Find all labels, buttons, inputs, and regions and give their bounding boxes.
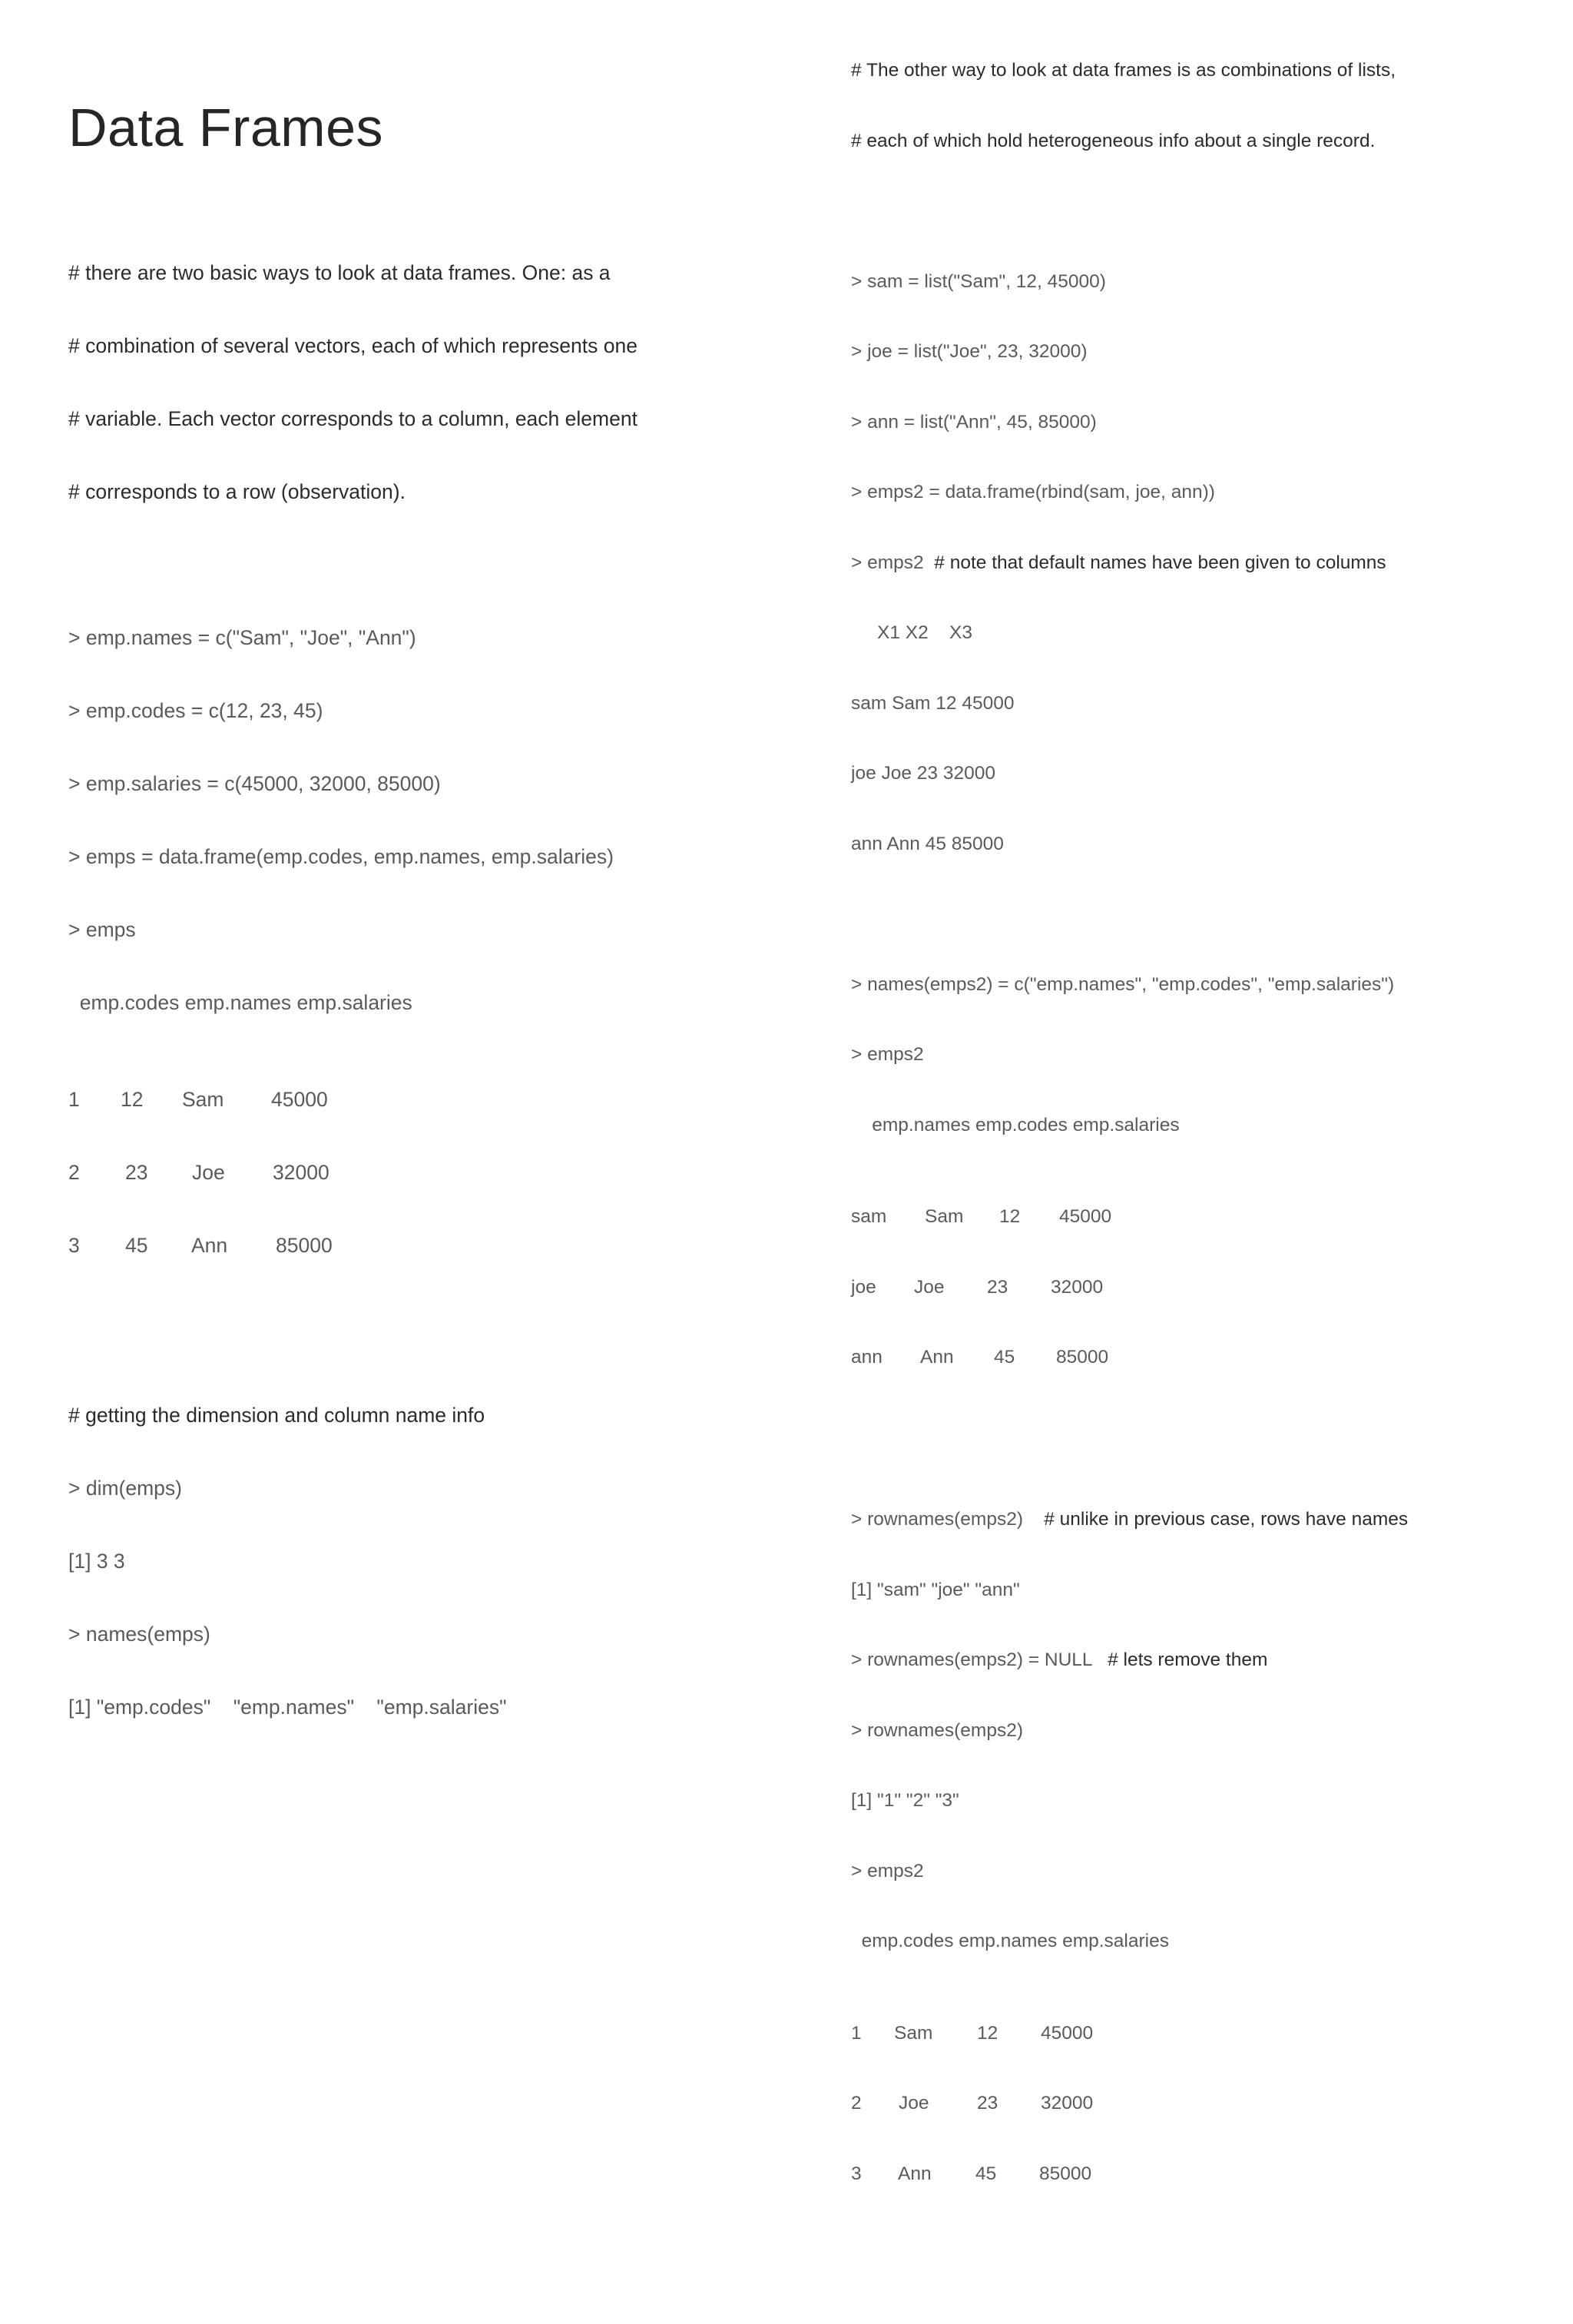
code-line: > emp.salaries = c(45000, 32000, 85000) (68, 772, 441, 795)
spacer (851, 1436, 1408, 1464)
cell-salary: 85000 (1039, 2163, 1092, 2184)
comment-part: # note that default names have been given to columns (934, 552, 1386, 573)
cell-name: Sam (925, 1206, 964, 1227)
cell-code: 45 (994, 1347, 1015, 1368)
code-line: > emps = data.frame(emp.codes, emp.names, emp.salaries) (68, 845, 614, 868)
cell-code: 12 (999, 1206, 1021, 1227)
table-row (851, 2020, 1408, 2047)
row-index: 1 (68, 1088, 80, 1111)
table-row (851, 1274, 1408, 1301)
table-header: emp.codes emp.names emp.salaries (851, 1931, 1169, 1951)
cell-code: 45 (975, 2163, 997, 2184)
spacer (851, 197, 1408, 225)
comment-part: # lets remove them (1108, 1649, 1268, 1670)
code-part: > emps2 (851, 552, 924, 573)
comment-line: # there are two basic ways to look at data frames. One: as a (68, 261, 611, 284)
table-row (851, 1344, 1408, 1371)
left-column (68, 213, 637, 1768)
cell-name: Ann (898, 2163, 932, 2184)
cell-name: Joe (914, 1276, 945, 1298)
cell-salary: 32000 (273, 1161, 330, 1184)
output-line: ann Ann 45 85000 (851, 833, 1004, 854)
code-part: > rownames(emps2) = NULL (851, 1649, 1092, 1670)
code-line-with-comment (851, 1646, 1408, 1674)
code-line: > emps2 = data.frame(rbind(sam, joe, ann)) (851, 482, 1215, 502)
code-line: > emps (68, 918, 136, 941)
cell-code: 23 (977, 2093, 998, 2113)
table-row (851, 2160, 1408, 2188)
output-line: [1] "sam" "joe" "ann" (851, 1579, 1020, 1600)
comment-part: # unlike in previous case, rows have names (1044, 1509, 1409, 1530)
row-name: ann (851, 1347, 883, 1368)
output-line: [1] "emp.codes" "emp.names" "emp.salaries" (68, 1696, 507, 1719)
comment-line: # each of which hold heterogeneous info about a single record. (851, 130, 1376, 151)
output-line: [1] 3 3 (68, 1550, 125, 1573)
code-line: > sam = list("Sam", 12, 45000) (851, 270, 1106, 292)
spacer (851, 900, 1408, 928)
code-line: > names(emps) (68, 1623, 210, 1646)
cell-code: 12 (977, 2022, 998, 2044)
table-row (68, 1233, 637, 1258)
cell-salary: 85000 (276, 1234, 333, 1257)
table-row (851, 1203, 1408, 1231)
code-line: > emps2 (851, 1860, 924, 1881)
cell-name: Joe (192, 1161, 225, 1184)
code-line: > joe = list("Joe", 23, 32000) (851, 341, 1088, 362)
row-name: sam (851, 1206, 887, 1227)
output-line: sam Sam 12 45000 (851, 692, 1015, 714)
table-header: emp.codes emp.names emp.salaries (68, 991, 412, 1014)
code-line: > ann = list("Ann", 45, 85000) (851, 411, 1097, 433)
cell-salary: 45000 (271, 1088, 328, 1111)
slide-title: Data Frames (68, 98, 384, 157)
right-column (851, 14, 1408, 2230)
cell-code: 45 (125, 1234, 148, 1257)
code-line: > dim(emps) (68, 1477, 182, 1500)
cell-code: 23 (987, 1276, 1008, 1298)
comment-line: # getting the dimension and column name info (68, 1404, 485, 1427)
row-name: joe (851, 1276, 876, 1298)
table-row (68, 1087, 637, 1112)
output-line: [1] "1" "2" "3" (851, 1790, 959, 1811)
table-header: emp.names emp.codes emp.salaries (851, 1114, 1180, 1135)
row-index: 2 (68, 1161, 80, 1184)
code-line: > emps2 (851, 1044, 924, 1065)
row-index: 1 (851, 2022, 862, 2044)
code-part: > rownames(emps2) (851, 1509, 1023, 1530)
code-line: > names(emps2) = c("emp.names", "emp.codes", "emp.salaries") (851, 973, 1395, 995)
cell-salary: 85000 (1056, 1347, 1109, 1368)
table-row (851, 2090, 1408, 2117)
cell-salary: 45000 (1059, 1206, 1112, 1227)
row-index: 2 (851, 2093, 862, 2113)
cell-code: 23 (125, 1161, 148, 1184)
spacer (68, 552, 637, 578)
row-index: 3 (68, 1234, 80, 1257)
table-row (68, 1160, 637, 1185)
cell-salary: 32000 (1051, 1276, 1104, 1298)
cell-salary: 45000 (1041, 2022, 1094, 2044)
cell-name: Sam (894, 2022, 933, 2044)
cell-name: Sam (182, 1088, 224, 1111)
row-index: 3 (851, 2163, 862, 2184)
code-line: > emp.codes = c(12, 23, 45) (68, 699, 323, 722)
comment-line: # variable. Each vector corresponds to a column, each element (68, 407, 637, 430)
cell-name: Ann (191, 1234, 228, 1257)
code-line: > emp.names = c("Sam", "Joe", "Ann") (68, 626, 416, 649)
comment-line: # combination of several vectors, each of which represents one (68, 334, 637, 357)
code-line-with-comment (851, 549, 1408, 577)
cell-code: 12 (121, 1088, 144, 1111)
code-line: > rownames(emps2) (851, 1719, 1023, 1741)
cell-name: Joe (899, 2093, 929, 2113)
cell-name: Ann (920, 1347, 954, 1368)
output-line: joe Joe 23 32000 (851, 763, 995, 784)
spacer (68, 1330, 637, 1355)
cell-salary: 32000 (1041, 2093, 1094, 2113)
comment-line: # The other way to look at data frames is as combinations of lists, (851, 60, 1396, 81)
code-line-with-comment (851, 1506, 1408, 1533)
comment-line: # corresponds to a row (observation). (68, 480, 406, 503)
table-header: X1 X2 X3 (851, 622, 972, 643)
